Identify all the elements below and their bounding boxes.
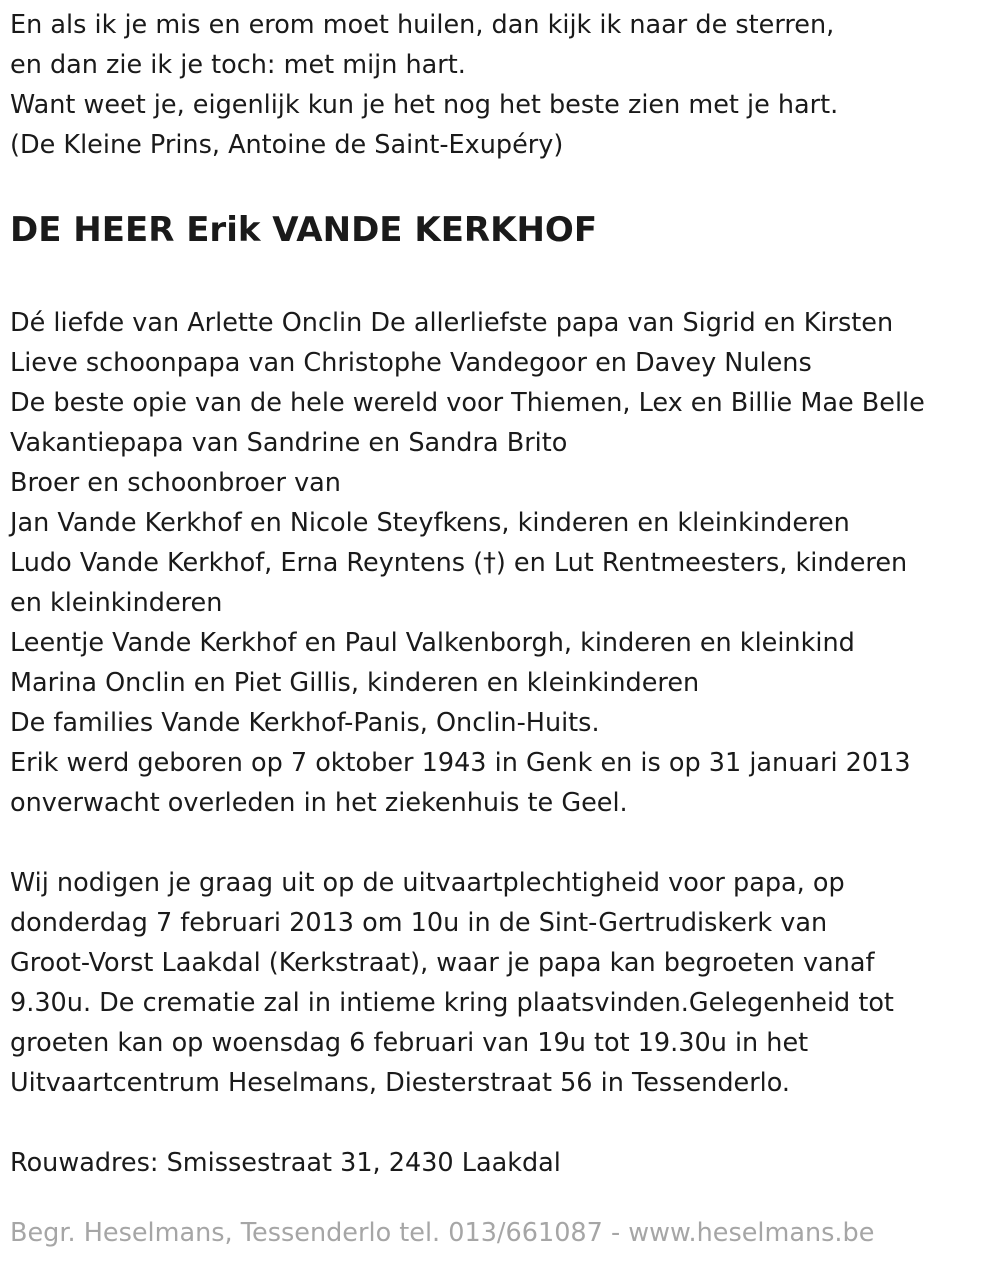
- ceremony-line: groeten kan op woensdag 6 februari van 19u tot 19.30u in het: [10, 1028, 809, 1058]
- ceremony-line: 9.30u. De crematie zal in intieme kring plaatsvinden.Gelegenheid tot: [10, 988, 894, 1018]
- relation-line: Lieve schoonpapa van Christophe Vandegoor en Davey Nulens: [10, 348, 812, 378]
- family-relations-block: [10, 303, 995, 823]
- relation-line: Marina Onclin en Piet Gillis, kinderen en kleinkinderen: [10, 668, 700, 698]
- birth-death-line: onverwacht overleden in het ziekenhuis te Geel.: [10, 788, 628, 818]
- birth-death-line: Erik werd geboren op 7 oktober 1943 in Genk en is op 31 januari 2013: [10, 748, 911, 778]
- quote-attribution: (De Kleine Prins, Antoine de Saint-Exupéry): [10, 130, 564, 160]
- relation-line: Leentje Vande Kerkhof en Paul Valkenborgh, kinderen en kleinkind: [10, 628, 855, 658]
- mourning-address: Rouwadres: Smissestraat 31, 2430 Laakdal: [10, 1148, 561, 1178]
- ceremony-line: Groot-Vorst Laakdal (Kerkstraat), waar je papa kan begroeten vanaf: [10, 948, 875, 978]
- quote-block: [10, 5, 995, 165]
- deceased-name-title: DE HEER Erik VANDE KERKHOF: [10, 210, 598, 250]
- ceremony-block: [10, 863, 995, 1103]
- relation-line: Dé liefde van Arlette Onclin De allerliefste papa van Sigrid en Kirsten: [10, 308, 894, 338]
- ceremony-line: Uitvaartcentrum Heselmans, Diesterstraat 56 in Tessenderlo.: [10, 1068, 791, 1098]
- obituary-notice: [10, 0, 995, 1183]
- spacer: [10, 823, 995, 863]
- relation-line: Ludo Vande Kerkhof, Erna Reyntens (†) en Lut Rentmeesters, kinderen: [10, 548, 908, 578]
- relation-line: Vakantiepapa van Sandrine en Sandra Brito: [10, 428, 568, 458]
- relation-line: De families Vande Kerkhof-Panis, Onclin-Huits.: [10, 708, 600, 738]
- relation-line: Broer en schoonbroer van: [10, 468, 341, 498]
- relation-line: De beste opie van de hele wereld voor Thiemen, Lex en Billie Mae Belle: [10, 388, 925, 418]
- ceremony-line: donderdag 7 februari 2013 om 10u in de Sint-Gertrudiskerk van: [10, 908, 828, 938]
- quote-line: En als ik je mis en erom moet huilen, dan kijk ik naar de sterren,: [10, 10, 835, 40]
- quote-line: en dan zie ik je toch: met mijn hart.: [10, 50, 466, 80]
- ceremony-line: Wij nodigen je graag uit op de uitvaartplechtigheid voor papa, op: [10, 868, 845, 898]
- funeral-home-footer: Begr. Heselmans, Tessenderlo tel. 013/661087 - www.heselmans.be: [10, 1218, 875, 1248]
- relation-line: Jan Vande Kerkhof en Nicole Steyfkens, kinderen en kleinkinderen: [10, 508, 850, 538]
- spacer: [10, 1103, 995, 1143]
- quote-line: Want weet je, eigenlijk kun je het nog het beste zien met je hart.: [10, 90, 839, 120]
- relation-line: en kleinkinderen: [10, 588, 223, 618]
